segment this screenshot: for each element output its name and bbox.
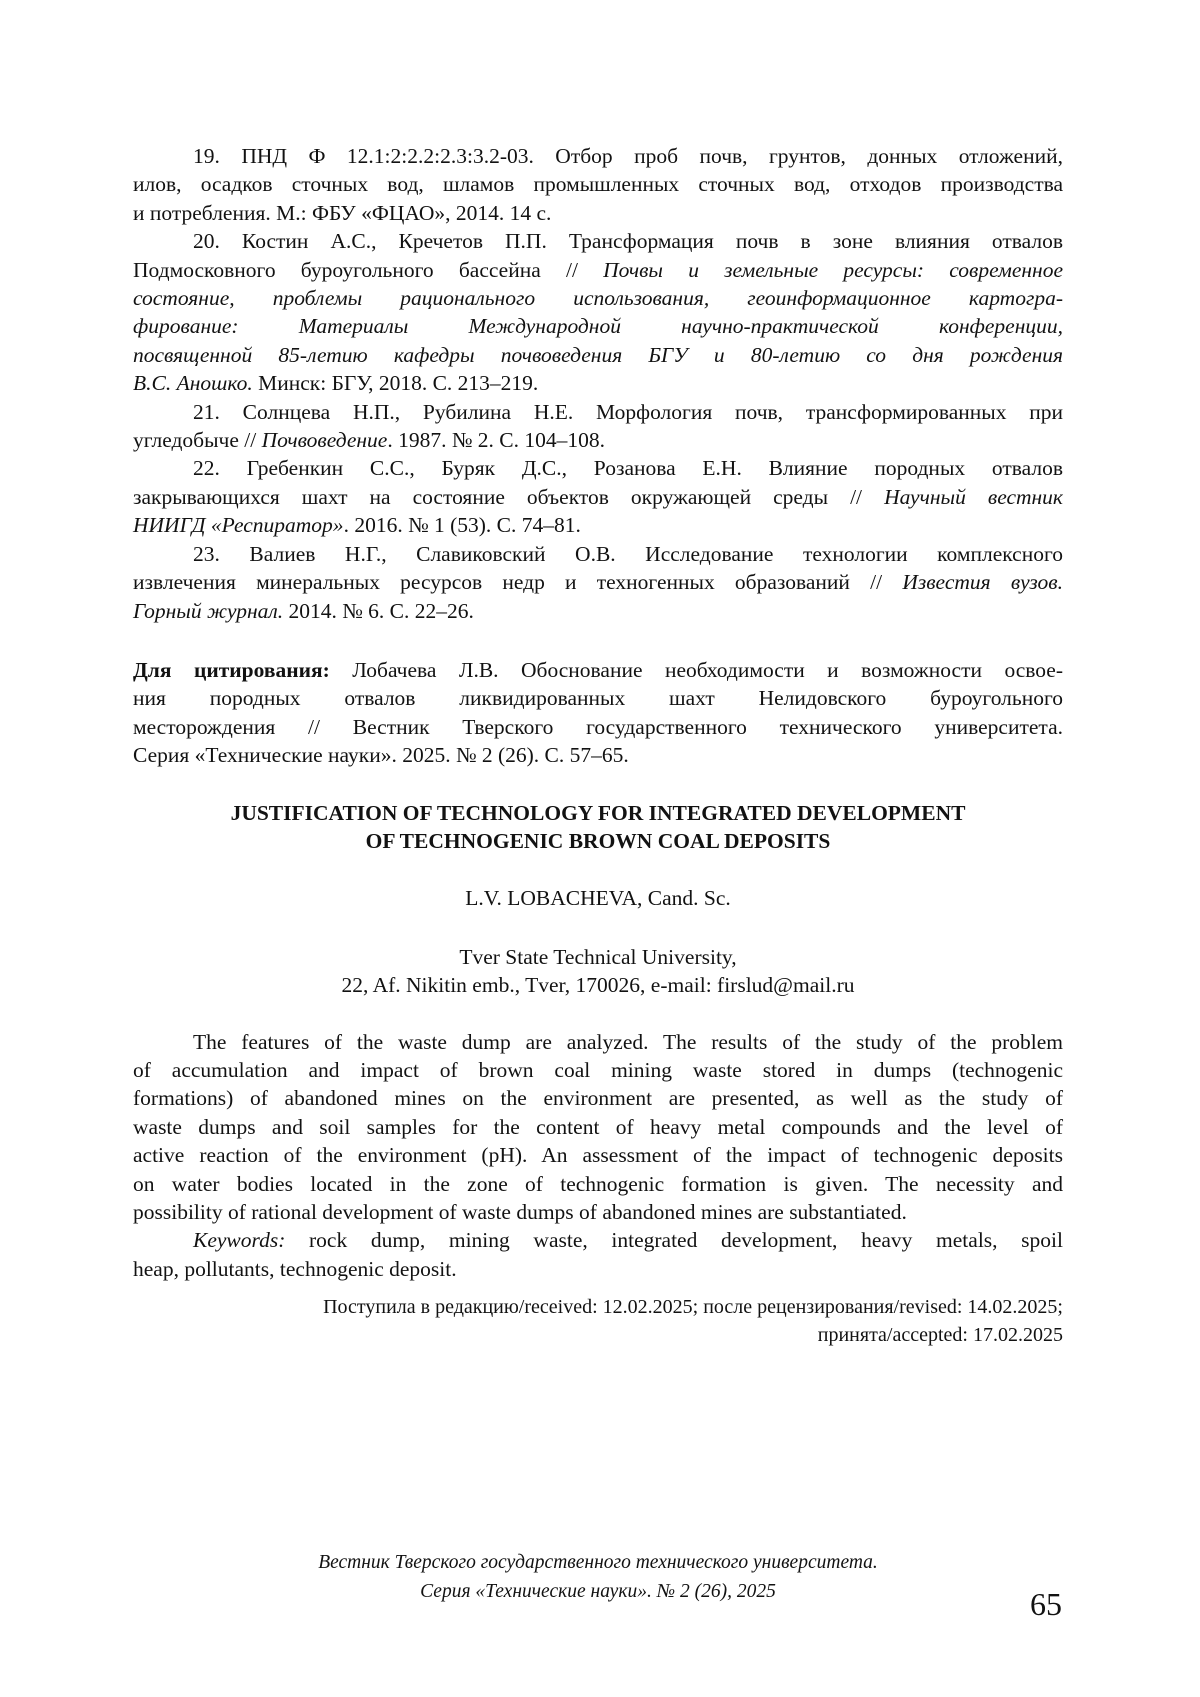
references-list (133, 142, 1063, 625)
page-number: 65 (1030, 1586, 1062, 1622)
author-line: L.V. LOBACHEVA, Cand. Sc. (465, 886, 731, 911)
received-dates (133, 1293, 1063, 1349)
keywords-paragraph: Keywords: rock dump, mining waste, integrated development, heavy metals, spoil heap, pollutants, technogenic deposit. (133, 1228, 1063, 1281)
article-title-line-2: OF TECHNOGENIC BROWN COAL DEPOSITS (365, 828, 831, 853)
article-title-line-1: JUSTIFICATION OF TECHNOLOGY FOR INTEGRATED DEVELOPMENT (230, 800, 966, 825)
reference-entry-19: 19. ПНД Ф 12.1:2:2.2:2.3:3.2-03. Отбор проб почв, грунтов, донных отложений, илов, осадков сточных вод, шламов промышленных сточных вод, отходов производства и потребления. М.: ФБУ «ФЦАО», 2014. 14 с. (133, 144, 1063, 225)
article-title-en (133, 799, 1063, 856)
affiliation-line-1: Tver State Technical University, (459, 944, 737, 969)
journal-footer (133, 1549, 1063, 1606)
dates-line-2: принята/accepted: 17.02.2025 (817, 1324, 1063, 1347)
footer-line-1: Вестник Тверского государственного технического университета. (318, 1552, 878, 1573)
reference-entry-23: 23. Валиев Н.Г., Славиковский О.В. Исследование технологии комплексного извлечения минеральных ресурсов недр и техногенных образований // Известия вузов. Горный журнал. 2014. № 6. С. 22–26. (133, 541, 1063, 623)
reference-entry-22: 22. Гребенкин С.С., Буряк Д.С., Розанова Е.Н. Влияние породных отвалов закрывающихся шахт на состояние объектов окружающей среды // Научный вестник НИИГД «Респиратор». 2016. № 1 (53). С. 74–81. (133, 456, 1063, 538)
dates-line-1: Поступила в редакцию/received: 12.02.2025; после рецензирования/revised: 14.02.2025; (323, 1296, 1063, 1319)
reference-entry-20: 20. Костин А.С., Кречетов П.П. Трансформация почв в зоне влияния отвалов Подмосковного буроугольного бассейна // Почвы и земельные ресурсы: современное состояние, проблемы рационального использования, геоинформационное картогра- фирование: Материалы Международной научно-практической конференции, посвященной 85-летию кафедры почвоведения БГУ и 80-летию со дня рождения В.С. Аношко. Минск: БГУ, 2018. С. 213–219. (133, 229, 1063, 396)
footer-line-2: Серия «Технические науки». № 2 (26), 2025 (420, 1580, 776, 1602)
reference-entry-21: 21. Солнцева Н.П., Рубилина Н.Е. Морфология почв, трансформированных при угледобыче // Почвоведение. 1987. № 2. С. 104–108. (133, 399, 1063, 453)
affiliation-line-2: 22, Af. Nikitin emb., Tver, 170026, e-mail: firslud@mail.ru (341, 973, 855, 998)
affiliation-block (133, 943, 1063, 1000)
page-content (133, 142, 1063, 1349)
citation-note: Для цитирования: Лобачева Л.В. Обоснование необходимости и возможности освое- ния породных отвалов ликвидированных шахт Нелидовского буроугольного месторождения // Вестник Тверского государственного технического университета. Серия «Технические науки». 2025. № 2 (26). С. 57–65. (133, 657, 1063, 768)
abstract-paragraph: The features of the waste dump are analyzed. The results of the study of the problem of accumulation and impact of brown coal mining waste stored in dumps (technogenic formations) of abandoned mines on the environment are presented, as well as the study of waste dumps and soil samples for the content of heavy metal compounds and the level of active reaction of the environment (pH). An assessment of the impact of technogenic deposits on water bodies located in the zone of technogenic formation is given. The necessity and possibility of rational development of waste dumps of abandoned mines are substantiated. (133, 1029, 1063, 1224)
